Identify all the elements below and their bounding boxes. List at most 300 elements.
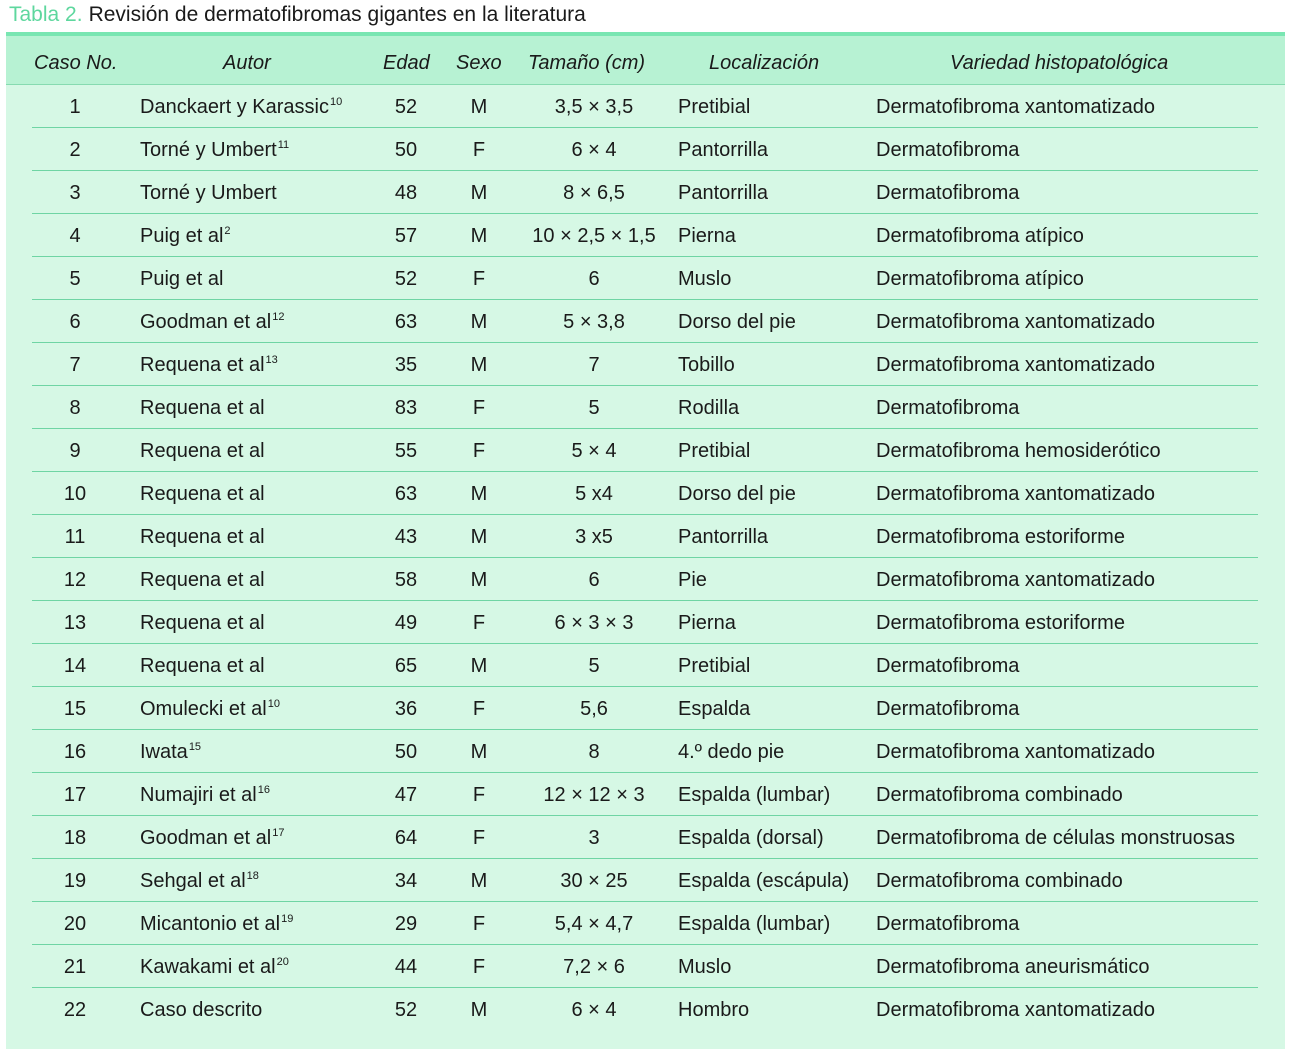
cell-caso-text: 19 xyxy=(63,870,87,892)
cell-tamano-text: 6 xyxy=(588,569,600,591)
cell-sexo-text: M xyxy=(470,741,488,763)
cell-autor-text: Requena et al xyxy=(140,569,265,591)
cell-sexo xyxy=(450,525,508,549)
cell-caso-text: 6 xyxy=(69,311,81,333)
cell-variedad-text: Dermatofibroma xantomatizado xyxy=(876,483,1156,505)
cell-caso-text: 14 xyxy=(63,655,87,677)
cell-edad-text: 29 xyxy=(394,913,418,935)
table-title: Revisión de dermatofibromas gigantes en la literatura xyxy=(88,3,586,26)
cell-localizacion xyxy=(678,869,849,893)
cell-sexo-text: M xyxy=(470,569,488,591)
cell-localizacion xyxy=(678,224,736,248)
table-row xyxy=(32,171,1258,214)
cell-tamano-text: 6 × 4 xyxy=(571,999,617,1021)
cell-sexo xyxy=(450,654,508,678)
cell-caso xyxy=(32,267,118,291)
cell-autor-text: Requena et al xyxy=(140,655,265,677)
cell-localizacion-text: Dorso del pie xyxy=(678,483,796,505)
table-row xyxy=(32,988,1258,1031)
cell-edad-text: 52 xyxy=(394,999,418,1021)
cell-edad-text: 57 xyxy=(394,225,418,247)
cell-sexo-text: M xyxy=(470,96,488,118)
cell-caso xyxy=(32,826,118,850)
cell-localizacion-text: Espalda (lumbar) xyxy=(678,913,831,935)
cell-autor xyxy=(140,611,265,635)
table-row xyxy=(32,386,1258,429)
cell-tamano xyxy=(514,998,674,1022)
cell-tamano xyxy=(514,697,674,721)
cell-localizacion xyxy=(678,525,768,549)
cell-localizacion-text: Rodilla xyxy=(678,397,740,419)
cell-edad-text: 47 xyxy=(394,784,418,806)
cell-caso-text: 15 xyxy=(63,698,87,720)
cell-autor-text: Micantonio et al xyxy=(140,913,281,935)
cell-autor xyxy=(140,912,293,936)
cell-variedad xyxy=(876,568,1155,592)
cell-localizacion xyxy=(678,439,750,463)
cell-autor xyxy=(140,267,223,291)
cell-sexo-text: F xyxy=(472,698,486,720)
cell-localizacion xyxy=(678,568,707,592)
table-row xyxy=(32,214,1258,257)
cell-localizacion-text: Pretibial xyxy=(678,655,751,677)
cell-variedad xyxy=(876,439,1161,463)
cell-caso-text: 3 xyxy=(69,182,81,204)
cell-caso xyxy=(32,181,118,205)
cell-edad xyxy=(371,611,441,635)
cell-variedad-text: Dermatofibroma xantomatizado xyxy=(876,741,1156,763)
cell-variedad-text: Dermatofibroma combinado xyxy=(876,784,1123,806)
cell-edad-text: 44 xyxy=(394,956,418,978)
cell-edad-text: 52 xyxy=(394,96,418,118)
cell-variedad xyxy=(876,783,1123,807)
cell-caso xyxy=(32,568,118,592)
cell-autor xyxy=(140,826,284,850)
cell-variedad-text: Dermatofibroma xantomatizado xyxy=(876,311,1156,333)
cell-variedad-text: Dermatofibroma xyxy=(876,913,1020,935)
cell-tamano xyxy=(514,482,674,506)
table-row xyxy=(32,128,1258,171)
cell-caso xyxy=(32,912,118,936)
cell-tamano-text: 5 xyxy=(588,655,600,677)
cell-localizacion-text: Espalda (lumbar) xyxy=(678,784,831,806)
cell-tamano xyxy=(514,654,674,678)
cell-autor-text: Caso descrito xyxy=(140,999,263,1021)
cell-caso xyxy=(32,138,118,162)
cell-autor-text: Puig et al xyxy=(140,225,224,247)
cell-tamano-text: 5 xyxy=(588,397,600,419)
cell-localizacion-text: Espalda xyxy=(678,698,751,720)
cell-variedad xyxy=(876,396,1019,420)
cell-caso xyxy=(32,783,118,807)
cell-variedad xyxy=(876,95,1155,119)
cell-edad xyxy=(371,267,441,291)
cell-sexo-text: F xyxy=(472,956,486,978)
cell-autor xyxy=(140,740,201,764)
cell-autor xyxy=(140,654,265,678)
cell-autor-text: Kawakami et al xyxy=(140,956,276,978)
cell-sexo xyxy=(450,697,508,721)
cell-sexo-text: M xyxy=(470,483,488,505)
cell-edad xyxy=(371,783,441,807)
reference-superscript: 20 xyxy=(276,956,289,968)
cell-edad xyxy=(371,912,441,936)
cell-localizacion xyxy=(678,697,750,721)
header-autor: Autor xyxy=(223,52,271,74)
cell-localizacion-text: Pierna xyxy=(678,225,736,247)
cell-edad xyxy=(371,482,441,506)
cell-tamano-text: 6 xyxy=(588,268,600,290)
reference-superscript: 10 xyxy=(267,698,280,710)
cell-tamano xyxy=(514,783,674,807)
cell-variedad xyxy=(876,181,1019,205)
cell-edad-text: 48 xyxy=(394,182,418,204)
cell-sexo-text: M xyxy=(470,526,488,548)
cell-caso xyxy=(32,482,118,506)
cell-tamano xyxy=(514,439,674,463)
reference-superscript: 12 xyxy=(272,311,285,323)
cell-edad-text: 58 xyxy=(394,569,418,591)
header-sexo: Sexo xyxy=(456,52,502,74)
reference-superscript: 16 xyxy=(257,784,270,796)
cell-edad-text: 83 xyxy=(394,397,418,419)
cell-sexo-text: M xyxy=(470,655,488,677)
cell-tamano xyxy=(514,396,674,420)
cell-variedad xyxy=(876,955,1149,979)
cell-autor xyxy=(140,439,265,463)
cell-edad xyxy=(371,439,441,463)
table xyxy=(6,32,1285,1049)
cell-localizacion-text: Pantorrilla xyxy=(678,526,769,548)
cell-tamano-text: 5,6 xyxy=(580,698,608,720)
cell-caso xyxy=(32,697,118,721)
cell-sexo xyxy=(450,138,508,162)
cell-localizacion-text: 4.º dedo pie xyxy=(678,741,785,763)
cell-localizacion-text: Dorso del pie xyxy=(678,311,796,333)
cell-variedad xyxy=(876,611,1125,635)
cell-edad-text: 64 xyxy=(394,827,418,849)
cell-variedad xyxy=(876,525,1125,549)
cell-sexo-text: F xyxy=(472,913,486,935)
cell-variedad-text: Dermatofibroma de células monstruosas xyxy=(876,827,1236,849)
table-row xyxy=(32,945,1258,988)
cell-sexo xyxy=(450,740,508,764)
cell-tamano-text: 7,2 × 6 xyxy=(563,956,625,978)
cell-caso xyxy=(32,224,118,248)
cell-sexo-text: F xyxy=(472,268,486,290)
cell-sexo xyxy=(450,95,508,119)
cell-localizacion xyxy=(678,826,824,850)
cell-edad-text: 34 xyxy=(394,870,418,892)
cell-edad xyxy=(371,697,441,721)
cell-tamano xyxy=(514,181,674,205)
cell-autor-text: Requena et al xyxy=(140,440,265,462)
header-caso: Caso No. xyxy=(34,52,118,74)
cell-edad-text: 55 xyxy=(394,440,418,462)
cell-sexo xyxy=(450,955,508,979)
cell-autor xyxy=(140,955,289,979)
cell-localizacion-text: Pantorrilla xyxy=(678,182,769,204)
table-row xyxy=(32,859,1258,902)
cell-edad-text: 36 xyxy=(394,698,418,720)
reference-superscript: 19 xyxy=(281,913,294,925)
cell-sexo xyxy=(450,396,508,420)
cell-tamano-text: 3 x5 xyxy=(575,526,613,548)
cell-localizacion-text: Tobillo xyxy=(678,354,735,376)
table-row xyxy=(32,429,1258,472)
table-row xyxy=(32,343,1258,386)
table-header xyxy=(6,36,1285,85)
cell-sexo xyxy=(450,826,508,850)
cell-caso-text: 11 xyxy=(64,526,86,548)
cell-localizacion xyxy=(678,955,731,979)
cell-caso-text: 5 xyxy=(69,268,81,290)
cell-sexo xyxy=(450,224,508,248)
cell-edad-text: 63 xyxy=(394,483,418,505)
cell-edad xyxy=(371,568,441,592)
cell-variedad-text: Dermatofibroma estoriforme xyxy=(876,526,1125,548)
cell-edad xyxy=(371,181,441,205)
cell-autor-text: Requena et al xyxy=(140,397,265,419)
cell-sexo-text: M xyxy=(470,311,488,333)
cell-localizacion xyxy=(678,654,750,678)
cell-localizacion xyxy=(678,138,768,162)
cell-edad-text: 50 xyxy=(394,741,418,763)
table-row xyxy=(32,644,1258,687)
cell-variedad xyxy=(876,353,1155,377)
cell-autor xyxy=(140,869,259,893)
cell-autor xyxy=(140,697,280,721)
cell-variedad xyxy=(876,310,1155,334)
cell-localizacion xyxy=(678,912,830,936)
cell-tamano xyxy=(514,138,674,162)
cell-sexo xyxy=(450,482,508,506)
cell-tamano xyxy=(514,611,674,635)
cell-tamano-text: 5 × 3,8 xyxy=(563,311,625,333)
cell-variedad-text: Dermatofibroma xyxy=(876,397,1020,419)
cell-autor-text: Torné y Umbert xyxy=(140,182,277,204)
cell-variedad-text: Dermatofibroma xyxy=(876,139,1020,161)
cell-sexo xyxy=(450,353,508,377)
cell-autor xyxy=(140,396,265,420)
cell-variedad xyxy=(876,826,1235,850)
cell-caso-text: 10 xyxy=(63,483,87,505)
cell-autor xyxy=(140,224,231,248)
cell-sexo xyxy=(450,611,508,635)
cell-sexo xyxy=(450,568,508,592)
cell-caso-text: 13 xyxy=(63,612,87,634)
cell-autor xyxy=(140,95,342,119)
cell-autor-text: Danckaert y Karassic xyxy=(140,96,329,118)
cell-tamano xyxy=(514,740,674,764)
reference-superscript: 13 xyxy=(265,354,278,366)
cell-caso-text: 7 xyxy=(69,354,81,376)
cell-variedad-text: Dermatofibroma atípico xyxy=(876,268,1084,290)
cell-edad xyxy=(371,955,441,979)
cell-localizacion xyxy=(678,267,731,291)
cell-autor xyxy=(140,181,277,205)
cell-localizacion-text: Muslo xyxy=(678,956,732,978)
cell-variedad xyxy=(876,912,1019,936)
cell-autor-text: Omulecki et al xyxy=(140,698,267,720)
cell-sexo xyxy=(450,181,508,205)
table-row xyxy=(32,816,1258,859)
cell-variedad xyxy=(876,869,1123,893)
cell-variedad xyxy=(876,654,1019,678)
cell-edad xyxy=(371,138,441,162)
cell-variedad xyxy=(876,267,1084,291)
cell-caso-text: 12 xyxy=(63,569,87,591)
cell-autor xyxy=(140,998,262,1022)
reference-superscript: 17 xyxy=(272,827,285,839)
cell-sexo-text: M xyxy=(470,182,488,204)
reference-superscript: 15 xyxy=(188,741,202,753)
cell-variedad xyxy=(876,998,1155,1022)
cell-autor xyxy=(140,138,289,162)
cell-localizacion xyxy=(678,310,796,334)
cell-caso xyxy=(32,869,118,893)
cell-variedad xyxy=(876,697,1019,721)
table-label: Tabla 2. xyxy=(9,3,83,26)
table-row xyxy=(32,257,1258,300)
cell-sexo-text: F xyxy=(472,139,486,161)
cell-autor xyxy=(140,525,265,549)
cell-caso xyxy=(32,95,118,119)
cell-caso xyxy=(32,998,118,1022)
cell-autor-text: Numajiri et al xyxy=(140,784,257,806)
cell-edad xyxy=(371,826,441,850)
cell-caso-text: 22 xyxy=(63,999,87,1021)
cell-sexo xyxy=(450,912,508,936)
header-localizacion: Localización xyxy=(709,52,820,74)
reference-superscript: 11 xyxy=(277,139,290,151)
cell-variedad-text: Dermatofibroma xantomatizado xyxy=(876,569,1156,591)
cell-localizacion xyxy=(678,353,735,377)
cell-sexo xyxy=(450,783,508,807)
cell-autor xyxy=(140,568,265,592)
cell-caso-text: 9 xyxy=(69,440,81,462)
cell-variedad xyxy=(876,224,1084,248)
cell-variedad-text: Dermatofibroma xantomatizado xyxy=(876,999,1156,1021)
cell-sexo xyxy=(450,439,508,463)
table-row xyxy=(32,902,1258,945)
cell-caso-text: 20 xyxy=(63,913,87,935)
cell-localizacion-text: Muslo xyxy=(678,268,732,290)
cell-edad-text: 43 xyxy=(394,526,418,548)
table-row xyxy=(32,687,1258,730)
cell-edad xyxy=(371,224,441,248)
cell-variedad-text: Dermatofibroma xyxy=(876,655,1020,677)
header-edad: Edad xyxy=(383,52,430,74)
cell-caso xyxy=(32,310,118,334)
cell-localizacion-text: Pie xyxy=(678,569,707,591)
cell-localizacion-text: Pantorrilla xyxy=(678,139,769,161)
cell-tamano-text: 5 x4 xyxy=(575,483,613,505)
cell-variedad xyxy=(876,740,1155,764)
cell-tamano-text: 8 × 6,5 xyxy=(563,182,625,204)
cell-variedad-text: Dermatofibroma xyxy=(876,698,1020,720)
cell-sexo-text: M xyxy=(470,225,488,247)
cell-caso xyxy=(32,955,118,979)
cell-sexo-text: F xyxy=(472,827,486,849)
cell-autor-text: Goodman et al xyxy=(140,827,272,849)
cell-variedad xyxy=(876,138,1019,162)
table-row xyxy=(32,558,1258,601)
cell-caso-text: 1 xyxy=(69,96,81,118)
cell-autor-text: Puig et al xyxy=(140,268,224,290)
cell-localizacion-text: Hombro xyxy=(678,999,750,1021)
cell-edad-text: 52 xyxy=(394,268,418,290)
cell-variedad-text: Dermatofibroma estoriforme xyxy=(876,612,1125,634)
cell-tamano xyxy=(514,568,674,592)
cell-edad xyxy=(371,310,441,334)
cell-tamano-text: 5 × 4 xyxy=(571,440,617,462)
cell-tamano xyxy=(514,267,674,291)
table-caption xyxy=(9,2,586,28)
cell-sexo xyxy=(450,869,508,893)
cell-sexo xyxy=(450,310,508,334)
cell-variedad-text: Dermatofibroma combinado xyxy=(876,870,1123,892)
cell-caso-text: 4 xyxy=(69,225,81,247)
cell-edad-text: 50 xyxy=(394,139,418,161)
cell-autor-text: Torné y Umbert xyxy=(140,139,277,161)
cell-autor-text: Requena et al xyxy=(140,354,265,376)
table-row xyxy=(32,85,1258,128)
cell-tamano-text: 6 × 3 × 3 xyxy=(554,612,634,634)
cell-sexo-text: F xyxy=(472,612,486,634)
cell-localizacion xyxy=(678,611,736,635)
cell-autor-text: Requena et al xyxy=(140,612,265,634)
table-row xyxy=(32,300,1258,343)
cell-sexo-text: F xyxy=(472,784,486,806)
cell-sexo-text: F xyxy=(472,397,486,419)
cell-sexo xyxy=(450,998,508,1022)
cell-autor xyxy=(140,783,270,807)
cell-tamano xyxy=(514,912,674,936)
table-row xyxy=(32,730,1258,773)
cell-edad xyxy=(371,998,441,1022)
cell-tamano-text: 7 xyxy=(588,354,600,376)
cell-autor-text: Requena et al xyxy=(140,483,265,505)
cell-edad-text: 49 xyxy=(394,612,418,634)
cell-tamano xyxy=(514,95,674,119)
cell-caso-text: 2 xyxy=(69,139,81,161)
cell-tamano-text: 6 × 4 xyxy=(571,139,617,161)
cell-variedad-text: Dermatofibroma hemosiderótico xyxy=(876,440,1161,462)
cell-sexo xyxy=(450,267,508,291)
cell-caso-text: 17 xyxy=(63,784,87,806)
reference-superscript: 2 xyxy=(224,225,231,237)
cell-autor xyxy=(140,482,265,506)
cell-edad-text: 63 xyxy=(394,311,418,333)
cell-caso xyxy=(32,353,118,377)
cell-tamano xyxy=(514,869,674,893)
cell-localizacion-text: Pierna xyxy=(678,612,736,634)
cell-tamano xyxy=(514,310,674,334)
cell-localizacion xyxy=(678,740,784,764)
cell-localizacion-text: Pretibial xyxy=(678,96,751,118)
cell-tamano xyxy=(514,224,674,248)
cell-sexo-text: M xyxy=(470,999,488,1021)
cell-autor-text: Requena et al xyxy=(140,526,265,548)
cell-caso xyxy=(32,525,118,549)
cell-tamano-text: 10 × 2,5 × 1,5 xyxy=(532,225,656,247)
cell-localizacion-text: Espalda (dorsal) xyxy=(678,827,824,849)
cell-variedad-text: Dermatofibroma xantomatizado xyxy=(876,354,1156,376)
cell-variedad-text: Dermatofibroma atípico xyxy=(876,225,1084,247)
cell-tamano-text: 3,5 × 3,5 xyxy=(554,96,634,118)
cell-localizacion xyxy=(678,396,739,420)
